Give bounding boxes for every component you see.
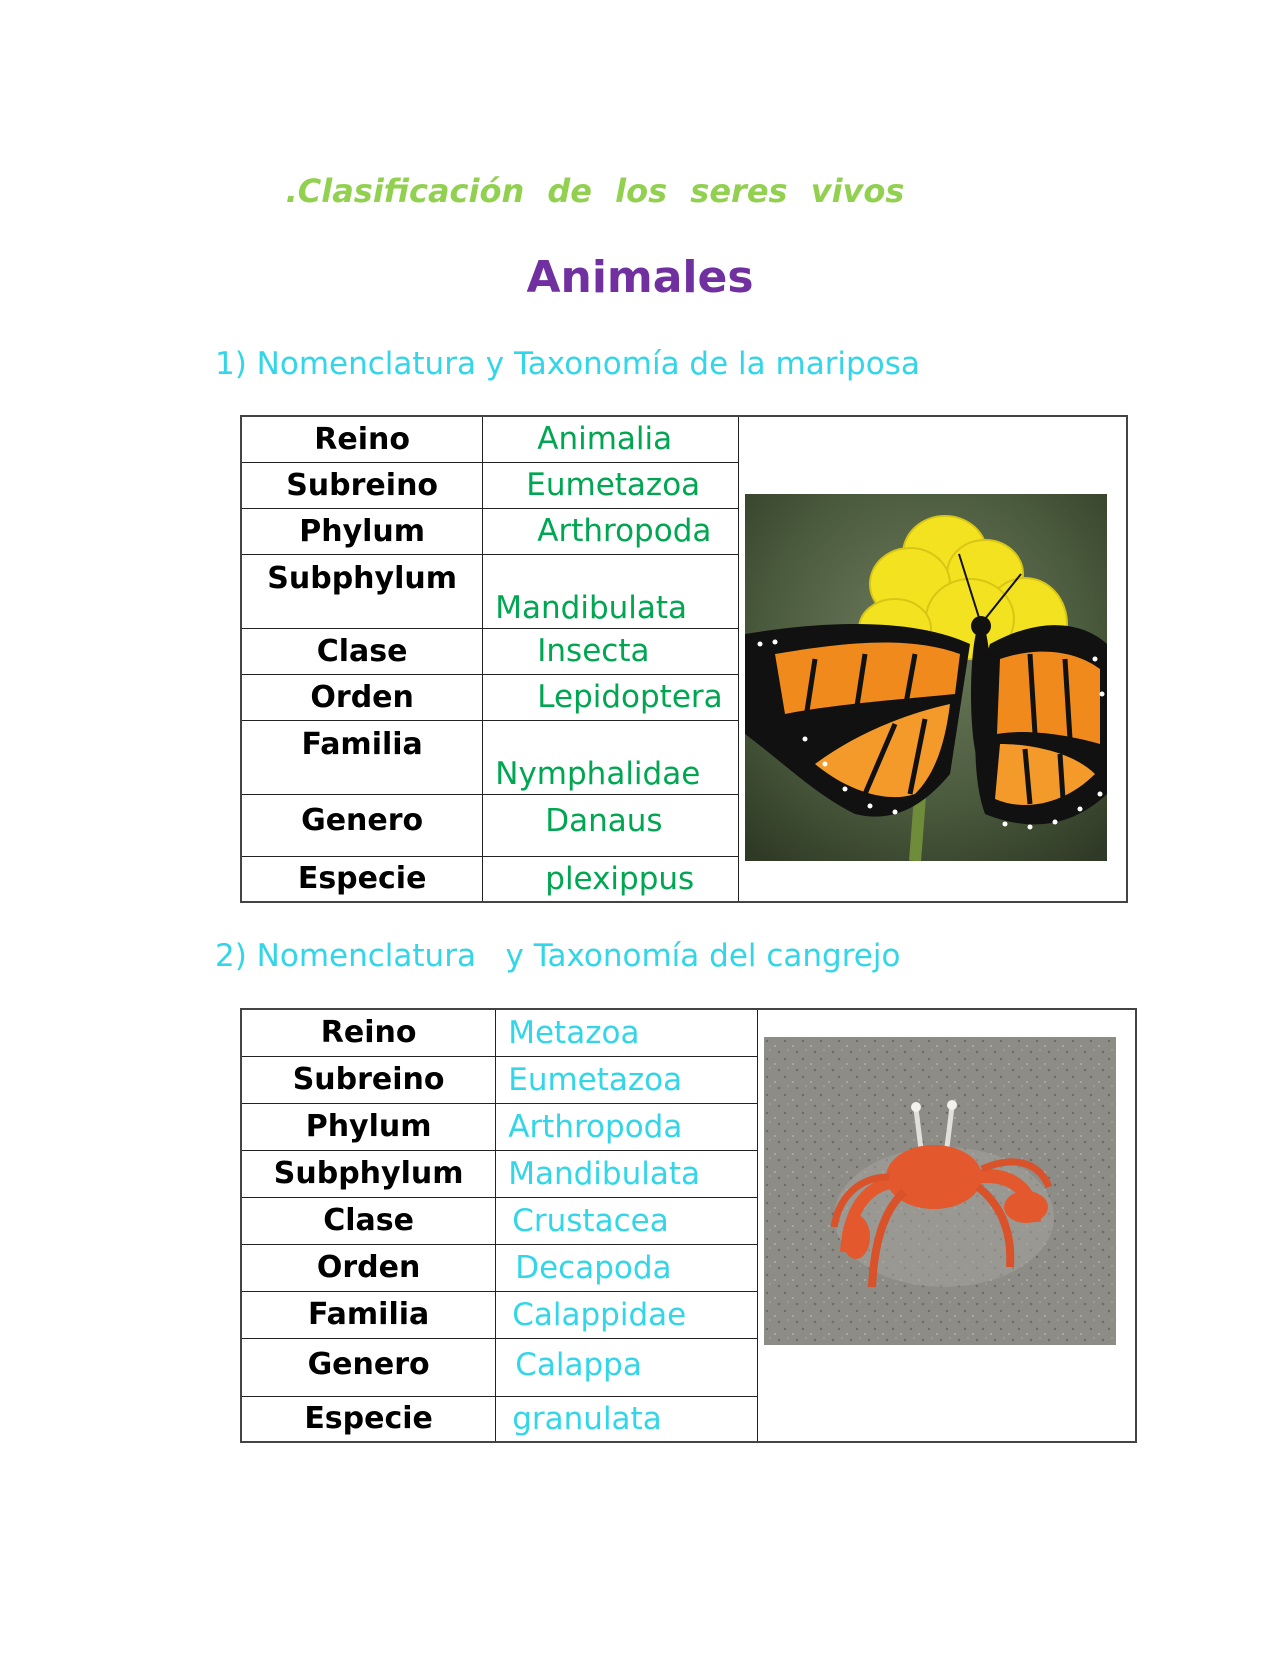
- row-label: Reino: [241, 416, 483, 462]
- section-heading-butterfly: 1) Nomenclatura y Taxonomía de la mariposa: [215, 346, 920, 382]
- row-label: Genero: [241, 1338, 496, 1396]
- table-row: [241, 416, 1127, 462]
- row-label: Clase: [241, 1197, 496, 1244]
- row-label: Orden: [241, 674, 483, 720]
- row-label: Reino: [241, 1009, 496, 1056]
- row-value: Calappidae: [496, 1291, 758, 1338]
- row-value: Danaus: [483, 794, 739, 856]
- row-value: granulata: [496, 1396, 758, 1442]
- section-heading-crab: 2) Nomenclatura y Taxonomía del cangrejo: [215, 938, 901, 974]
- row-label: Subreino: [241, 1056, 496, 1103]
- row-value: Mandibulata: [496, 1150, 758, 1197]
- row-label: Subphylum: [241, 1150, 496, 1197]
- row-label: Especie: [241, 1396, 496, 1442]
- image-cell-crab: [758, 1009, 1137, 1442]
- row-value: Eumetazoa: [496, 1056, 758, 1103]
- row-value: plexippus: [483, 856, 739, 902]
- table-row: [241, 1009, 1136, 1056]
- row-value: Arthropoda: [496, 1103, 758, 1150]
- row-value: Eumetazoa: [483, 462, 739, 508]
- row-label: Subreino: [241, 462, 483, 508]
- row-label: Familia: [241, 720, 483, 794]
- row-label: Orden: [241, 1244, 496, 1291]
- image-cell-butterfly: [739, 416, 1127, 902]
- document-subtitle: Animales: [526, 252, 754, 303]
- row-label: Subphylum: [241, 554, 483, 628]
- monarch-butterfly-photo: [745, 494, 1107, 861]
- row-value: Insecta: [483, 628, 739, 674]
- row-value: Nymphalidae: [483, 720, 739, 794]
- taxonomy-table-butterfly: [240, 415, 1128, 903]
- row-label: Clase: [241, 628, 483, 674]
- row-label: Genero: [241, 794, 483, 856]
- row-label: Phylum: [241, 508, 483, 554]
- taxonomy-table-crab: [240, 1008, 1137, 1443]
- row-value: Animalia: [483, 416, 739, 462]
- row-value: Decapoda: [496, 1244, 758, 1291]
- row-label: Familia: [241, 1291, 496, 1338]
- row-value: Metazoa: [496, 1009, 758, 1056]
- row-label: Especie: [241, 856, 483, 902]
- row-label: Phylum: [241, 1103, 496, 1150]
- row-value: Calappa: [496, 1338, 758, 1396]
- row-value: Arthropoda: [483, 508, 739, 554]
- row-value: Lepidoptera: [483, 674, 739, 720]
- row-value: Crustacea: [496, 1197, 758, 1244]
- document-title: .Clasificación de los seres vivos: [285, 172, 905, 210]
- row-value: Mandibulata: [483, 554, 739, 628]
- crab-on-sand-photo: [764, 1037, 1116, 1345]
